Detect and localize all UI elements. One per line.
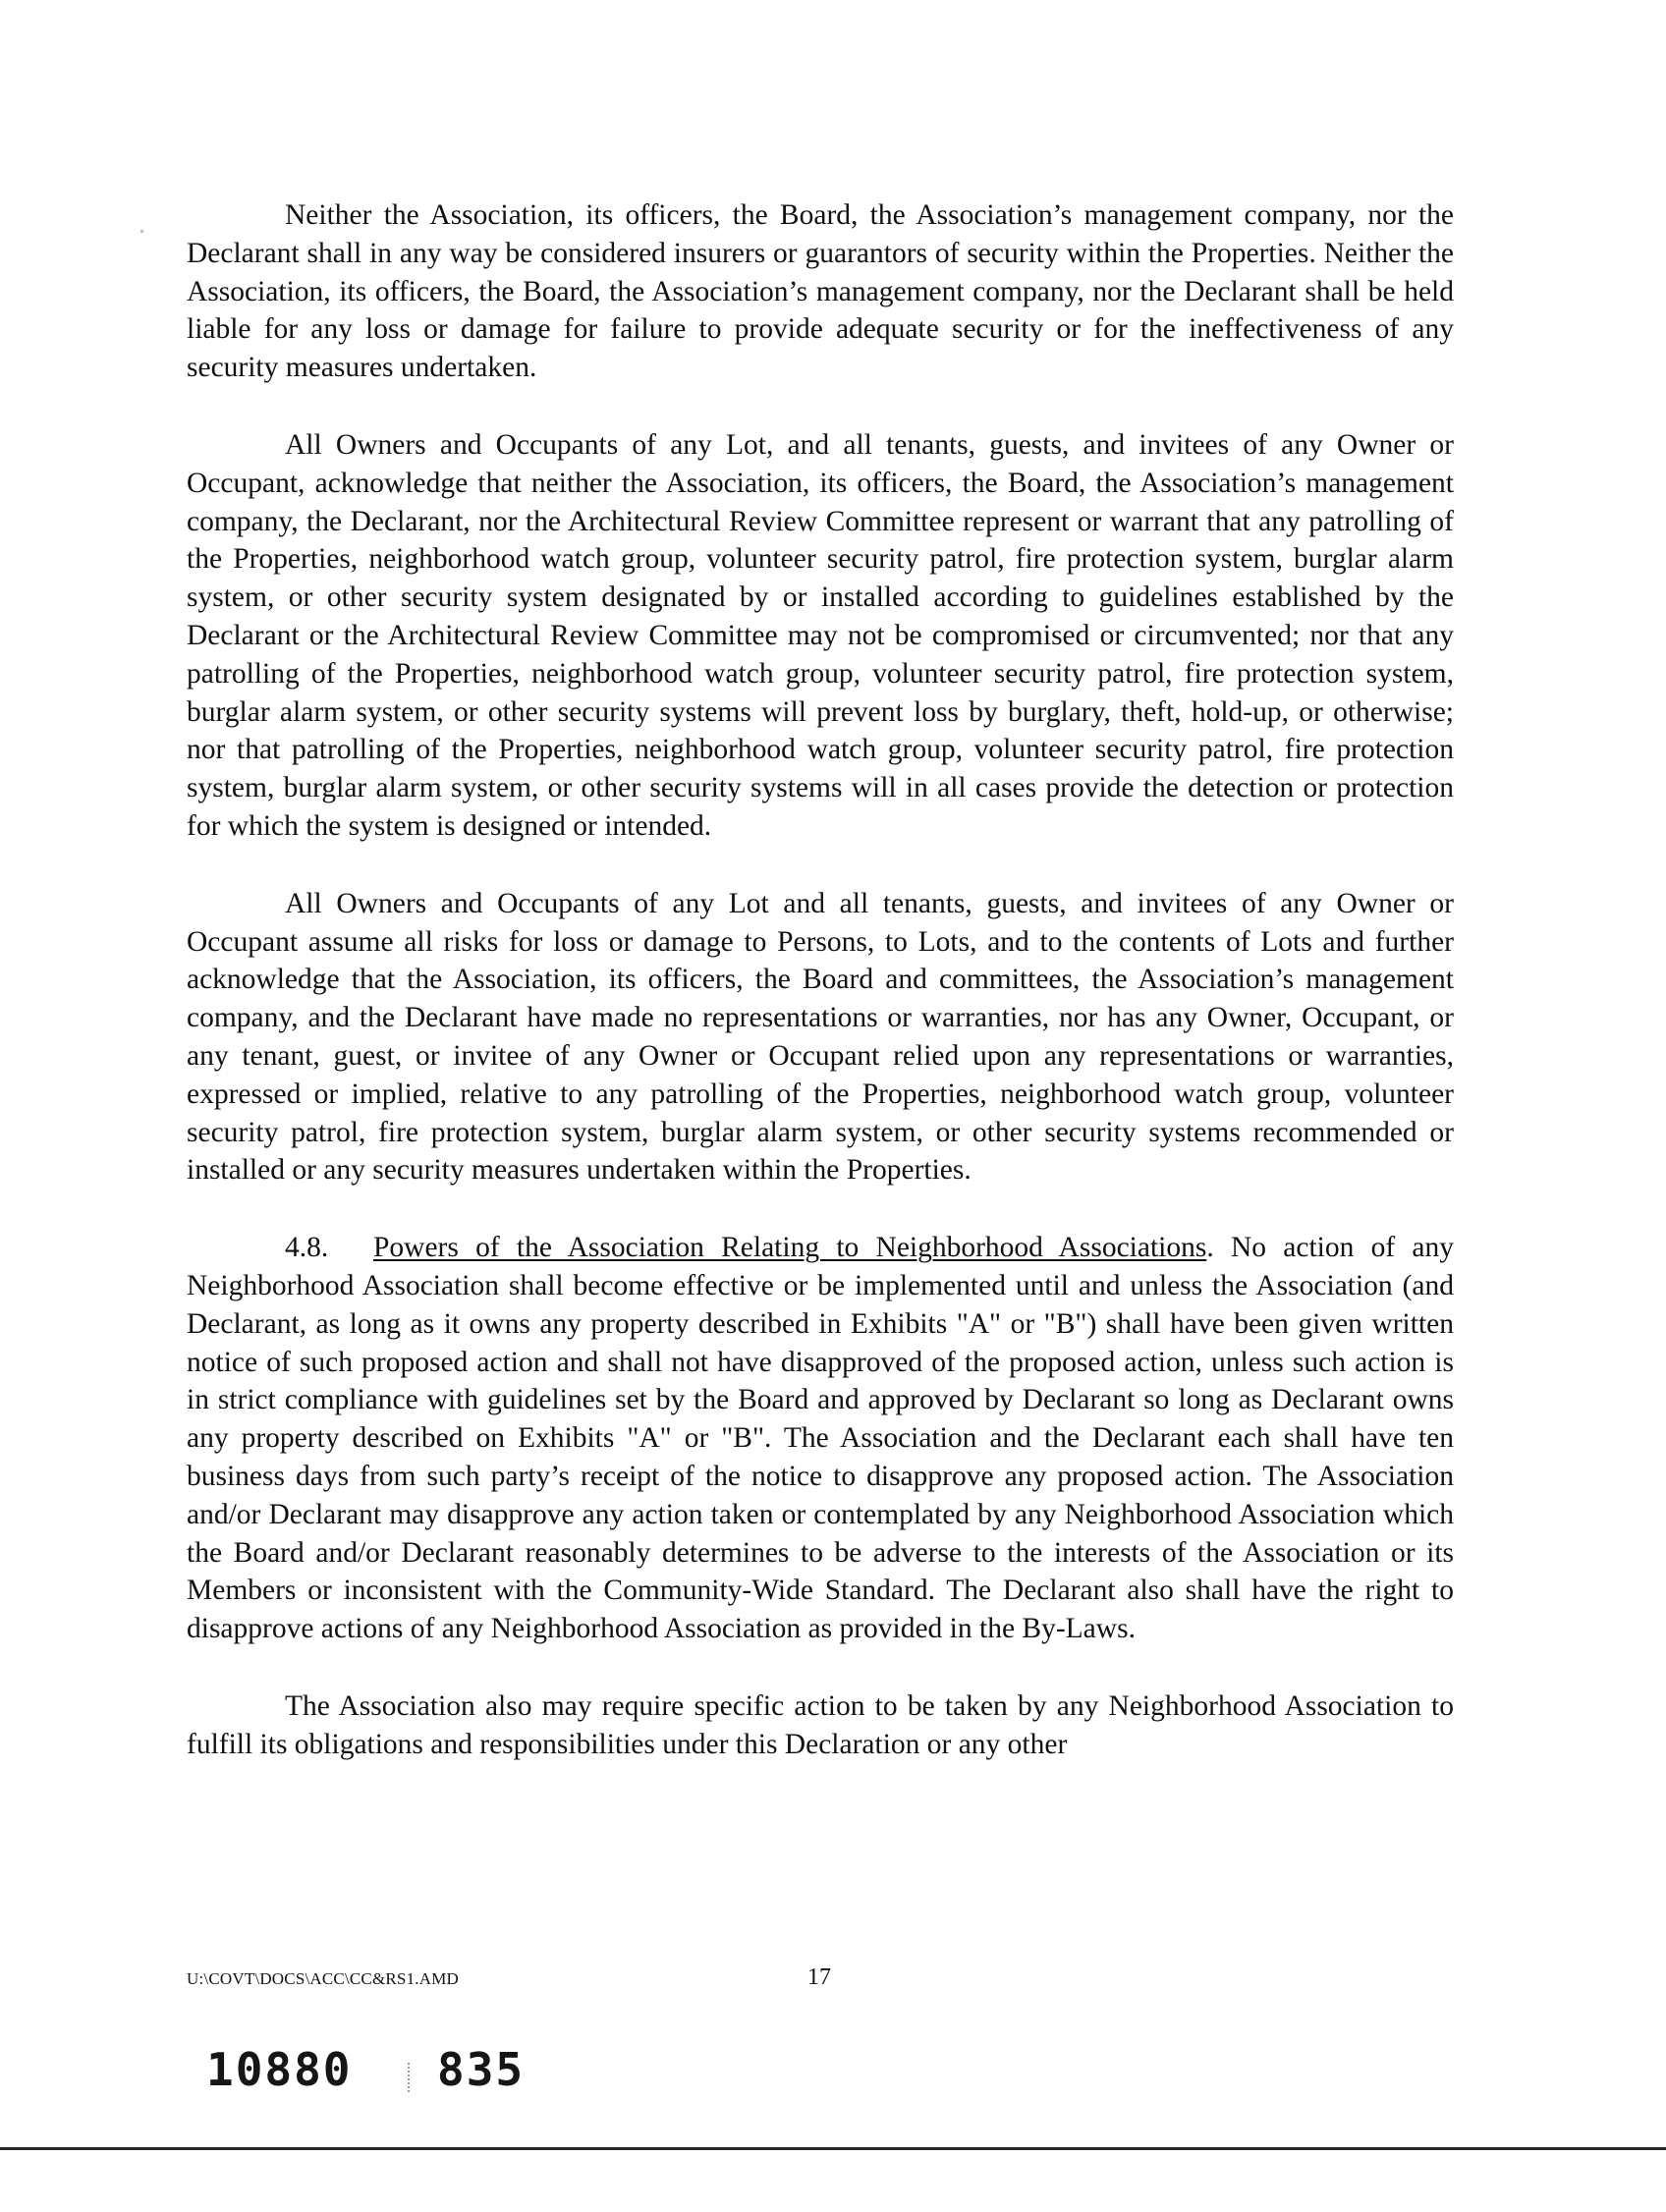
paragraph-security-disclaimer: Neither the Association, its officers, the Board, the Association’s management company, nor the Declarant shall in any way be considered insurers or guarantors of security within the Properties. Neither the Association, its officers, the Board, the Association’s management company, nor the Declarant shall be held liable for any loss or damage for failure to provide adequate security or for the ineffectiveness of any security measures undertaken. — [187, 199, 1454, 384]
document-body — [187, 196, 1454, 1802]
recording-stamp-page: 835 — [437, 2043, 526, 2096]
section-heading: Powers of the Association Relating to Neighborhood Associations — [373, 1232, 1207, 1264]
scan-speck — [140, 230, 143, 233]
page-number: 17 — [807, 1964, 831, 1990]
section-4-8 — [187, 1229, 1454, 1648]
section-body: . No action of any Neighborhood Association shall become effective or be implemented until and unless the Association (and Declarant, as long as it owns any property described in Exhibits "A" or "B") shall have been given written notice of such proposed action and shall not have disapproved of the proposed action, unless such action is in strict compliance with guidelines set by the Board and approved by Declarant so long as Declarant owns any property described on Exhibits "A" or "B". The Association and the Declarant each shall have ten business days from such party’s receipt of the notice to disapprove any proposed action. The Association and/or Declarant may disapprove any action taken or contemplated by any Neighborhood Association which the Board and/or Declarant reasonably determines to be adverse to the interests of the Association or its Members or inconsistent with the Community-Wide Standard. The Declarant also shall have the right to disapprove actions of any Neighborhood Association as provided in the By-Laws. — [187, 1232, 1454, 1645]
section-number: 4.8. — [285, 1232, 329, 1264]
bottom-rule — [0, 2147, 1666, 2150]
recording-stamp-book: 10880 — [206, 2043, 353, 2096]
footer-file-path: U:\COVT\DOCS\ACC\CC&RS1.AMD — [187, 1969, 459, 1988]
paragraph-owners-acknowledgement: All Owners and Occupants of any Lot, and all tenants, guests, and invitees of any Owner or Occupant, acknowledge that neither the Association, its officers, the Board, the Association’s management company, the Declarant, nor the Architectural Review Committee represent or warrant that any patrolling of the Properties, neighborhood watch group, volunteer security patrol, fire protection system, burglar alarm system, or other security system designated by or installed according to guidelines established by the Declarant or the Architectural Review Committee may not be compromised or circumvented; nor that any patrolling of the Properties, neighborhood watch group, volunteer security patrol, fire protection system, burglar alarm system, or other security systems will prevent loss by burglary, theft, hold-up, or otherwise; nor that patrolling of the Properties, neighborhood watch group, volunteer security patrol, fire protection system, burglar alarm system, or other security systems will in all cases provide the detection or protection for which the system is designed or intended. — [187, 428, 1454, 842]
stamp-separator-mark — [408, 2063, 414, 2092]
paragraph-required-action: The Association also may require specific action to be taken by any Neighborhood Association to fulfill its obligations and responsibilities under this Declaration or any other — [187, 1689, 1454, 1760]
paragraph-assumption-of-risk: All Owners and Occupants of any Lot and all tenants, guests, and invitees of any Owner or Occupant assume all risks for loss or damage to Persons, to Lots, and to the contents of Lots and further acknowledge that the Association, its officers, the Board and committees, the Association’s management company, and the Declarant have made no representations or warranties, nor has any Owner, Occupant, or any tenant, guest, or invitee of any Owner or Occupant relied upon any representations or warranties, expressed or implied, relative to any patrolling of the Properties, neighborhood watch group, volunteer security patrol, fire protection system, burglar alarm system, or other security systems recommended or installed or any security measures undertaken within the Properties. — [187, 887, 1454, 1187]
